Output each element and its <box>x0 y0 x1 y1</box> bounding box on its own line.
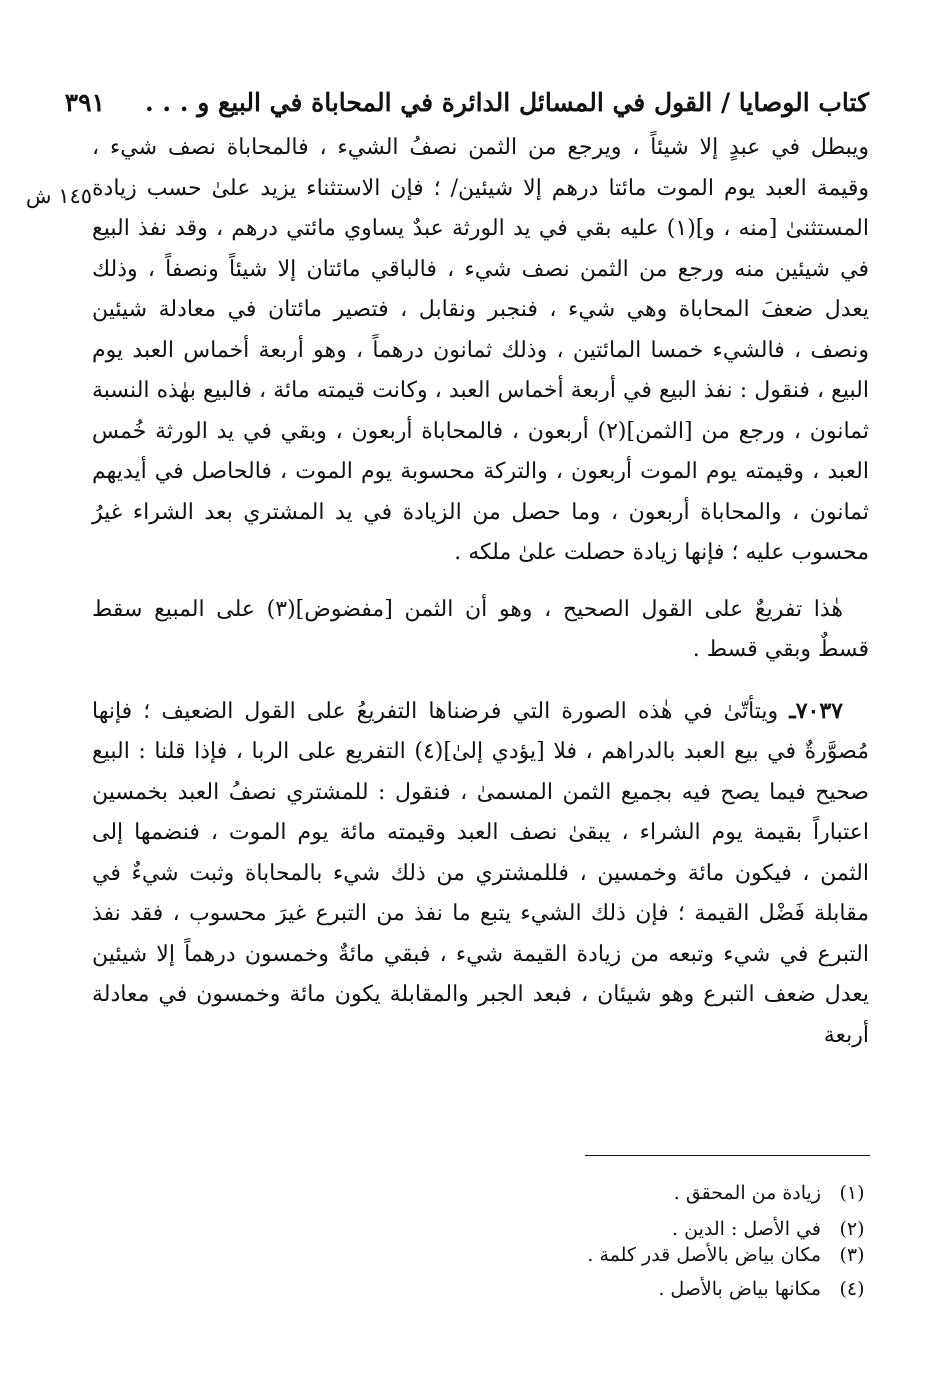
footnote-number: (٣) <box>839 1244 865 1266</box>
paragraph-number: ٧٠٣٧ـ <box>789 697 843 724</box>
footnote-number: (٤) <box>839 1278 865 1300</box>
footnote-1 <box>92 1180 869 1206</box>
footnote-text: مكانها بياض بالأصل . <box>658 1278 821 1300</box>
footnote-number: (١) <box>839 1182 865 1204</box>
footnote-separator <box>585 1155 870 1156</box>
footnote-text: زيادة من المحقق . <box>673 1182 821 1204</box>
paragraph-3-text: ويتأتّىٰ في هٰذه الصورة التي فرضناها التفريعُ على القول الضعيف ؛ فإنها مُصوَّرةٌ في بيع العبد بالدراهم ، فلا [يؤدي إلىٰ](٤) التفريع على الربا ، فإذا قلنا : البيع صحيح فيما يصح فيه بجميع الثمن المسمىٰ ، فنقول : للمشتري نصفُ العبد بخمسين اعتباراً بقيمة يوم الشراء ، يبقىٰ نصف العبد وقيمته مائة يوم الموت ، فنضمها إلى الثمن ، فيكون مائة وخمسين ، فللمشتري من ذلك شيء بالمحاباة وثبت شيءٌ في مقابلة فَضْل القيمة ؛ فإن ذلك الشيء يتبع ما نفذ من التبرع غيرَ محسوب ، فقد نفذ التبرع في شيء وتبعه من زيادة القيمة شيء ، فبقي مائةٌ وخمسون درهماً إلا شيئين يعدل ضعف التبرع وهو شيئان ، فبعد الجبر والمقابلة يكون مائة وخمسون في معادلة أربعة <box>92 698 869 1048</box>
header-title: كتاب الوصايا / القول في المسائل الدائرة في المحاباة في البيع و . . . <box>144 87 869 117</box>
footnote-3 <box>92 1242 869 1268</box>
footnote-text: مكان بياض بالأصل قدر كلمة . <box>587 1244 821 1266</box>
footnote-number: (٢) <box>839 1218 865 1240</box>
footnote-text: في الأصل : الدين . <box>672 1218 821 1240</box>
footnote-2 <box>92 1216 869 1242</box>
footnote-4 <box>92 1276 869 1302</box>
margin-note: ١٤٥ ش <box>25 184 93 208</box>
footnotes <box>92 1180 869 1302</box>
running-header <box>64 82 869 122</box>
paragraph-2: هٰذا تفريعٌ على القول الصحيح ، وهو أن الثمن [مفضوض](٣) على المبيع سقط قسطٌ وبقي قسط . <box>92 596 869 662</box>
paragraph-1: ويبطل في عبدٍ إلا شيئاً ، ويرجع من الثمن نصفُ الشيء ، فالمحاباة نصف شيء ، وقيمة العبد يوم الموت مائتا درهم إلا شيئين/ ؛ فإن الاستثناء يزيد علىٰ حسب زيادة المستثنىٰ [منه ، و](١) عليه بقي في يد الورثة عبدٌ يساوي مائتي درهم ، وقد نفذ البيع في شيئين منه ورجع من الثمن نصف شيء ، فالباقي مائتان إلا شيئاً ونصفاً ، وذلك يعدل ضعفَ المحاباة وهي شيء ، فنجبر ونقابل ، فتصير مائتان في معادلة شيئين ونصف ، فالشيء خمسا المائتين ، وذلك ثمانون درهماً ، وهو أربعة أخماس العبد يوم البيع ، فنقول : نفذ البيع في أربعة أخماس العبد ، وكانت قيمته مائة ، فالبيع بهٰذه النسبة ثمانون ، ورجع من [الثمن](٢) أربعون ، فالمحاباة أربعون ، وبقي في يد الورثة خُمس العبد ، وقيمته يوم الموت أربعون ، والتركة محسوبة يوم الموت ، فالحاصل في أيديهم ثمانون ، والمحاباة أربعون ، وما حصل من الزيادة في يد المشتري بعد الشراء غيرُ محسوب عليه ؛ فإنها زيادة حصلت علىٰ ملكه . <box>92 135 869 565</box>
main-text <box>92 128 869 1056</box>
paragraph-3 <box>92 691 869 1057</box>
page-number: ٣٩١ <box>64 87 105 117</box>
